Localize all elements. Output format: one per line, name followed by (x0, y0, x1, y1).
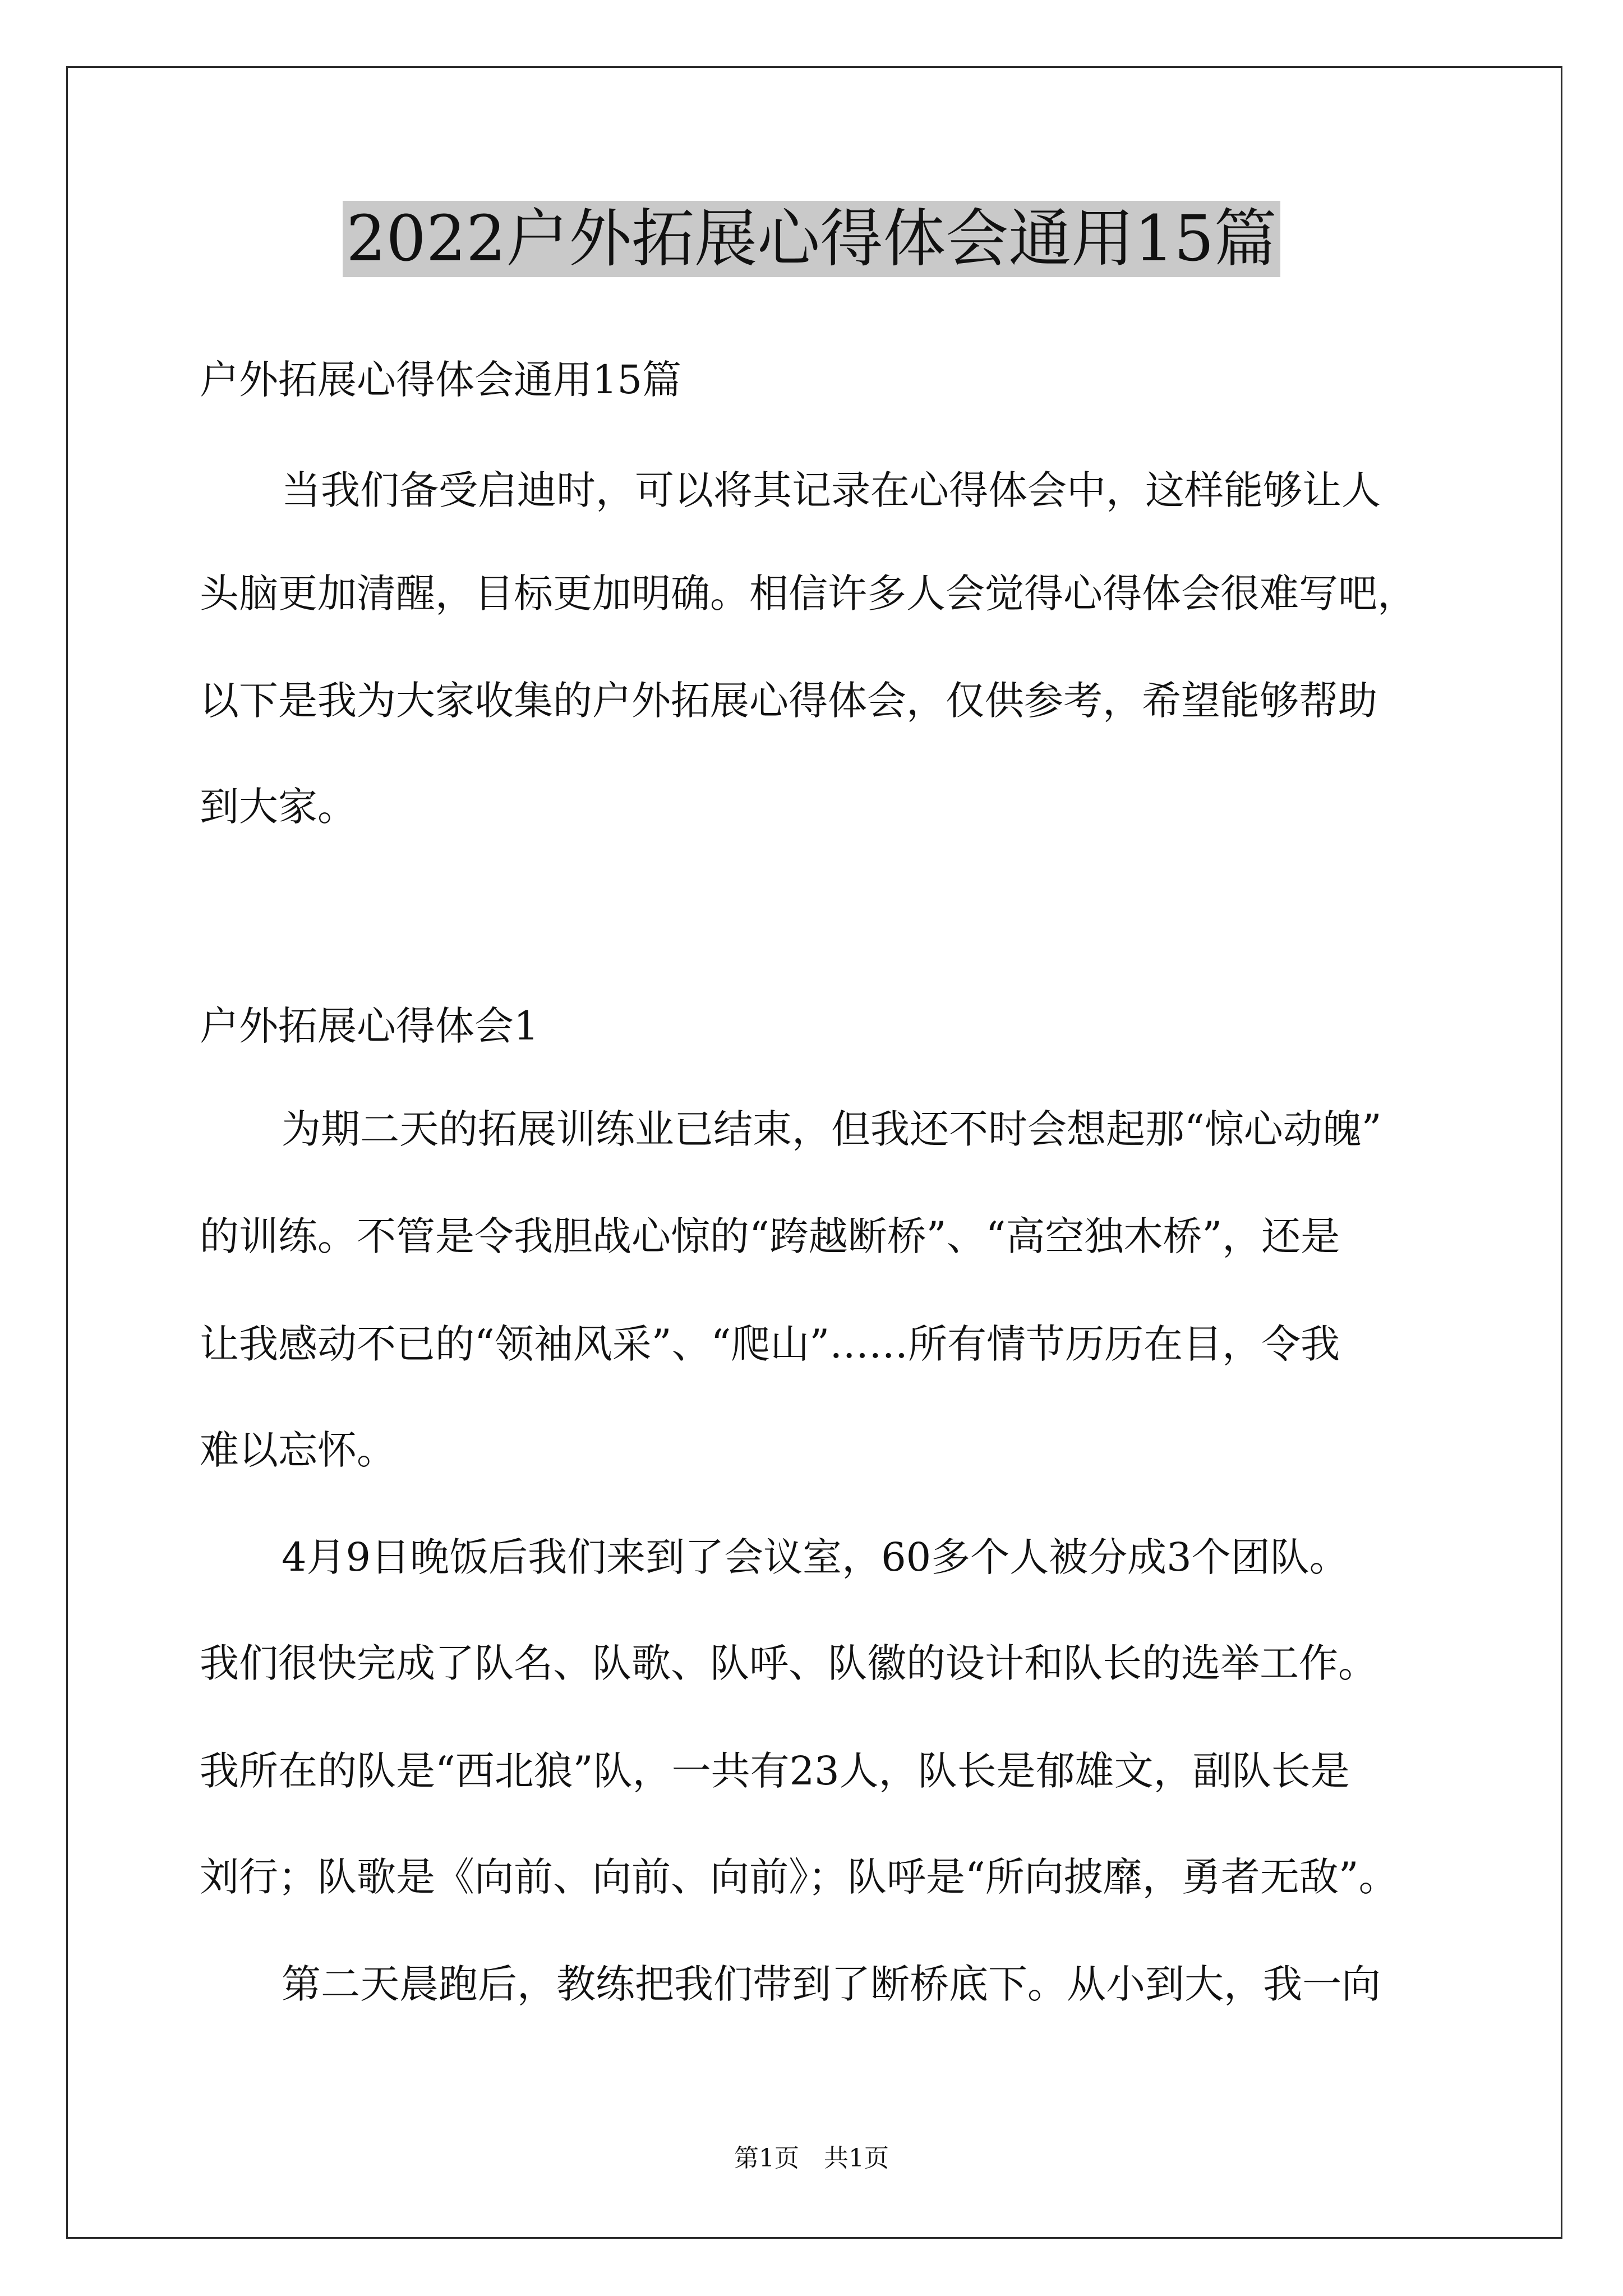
title-container (0, 201, 1623, 277)
section-heading: 户外拓展心得体会1 (200, 1003, 539, 1049)
paragraph-line: 让我感动不已的“领袖风采”、“爬山”……所有情节历历在目，令我 (200, 1321, 1340, 1367)
paragraph-line: 头脑更加清醒，目标更加明确。相信许多人会觉得心得体会很难写吧， (200, 570, 1417, 616)
paragraph-line: 难以忘怀。 (200, 1427, 396, 1473)
page-number-footer: 第1页 共1页 (734, 2144, 889, 2173)
document-title: 2022户外拓展心得体会通用15篇 (343, 201, 1280, 277)
paragraph-line: 为期二天的拓展训练业已结束，但我还不时会想起那“惊心动魄” (282, 1106, 1382, 1152)
paragraph-line: 刘行；队歌是《向前、向前、向前》；队呼是“所向披靡，勇者无敌”。 (200, 1854, 1398, 1900)
paragraph-line: 到大家。 (200, 784, 357, 830)
paragraph-line: 第二天晨跑后，教练把我们带到了断桥底下。从小到大，我一向 (282, 1961, 1381, 2007)
paragraph-line: 4月9日晚饭后我们来到了会议室，60多个人被分成3个团队。 (282, 1534, 1349, 1580)
paragraph-line: 的训练。不管是令我胆战心惊的“跨越断桥”、“高空独木桥”，还是 (200, 1213, 1340, 1259)
paragraph-line: 我所在的队是“西北狼”队，一共有23人，队长是郁雄文，副队长是 (200, 1748, 1350, 1794)
paragraph-line: 我们很快完成了队名、队歌、队呼、队徽的设计和队长的选举工作。 (200, 1640, 1377, 1686)
paragraph-line: 以下是我为大家收集的户外拓展心得体会，仅供参考，希望能够帮助 (200, 678, 1377, 724)
document-subtitle: 户外拓展心得体会通用15篇 (200, 357, 682, 403)
paragraph-line: 当我们备受启迪时，可以将其记录在心得体会中，这样能够让人 (282, 467, 1381, 513)
